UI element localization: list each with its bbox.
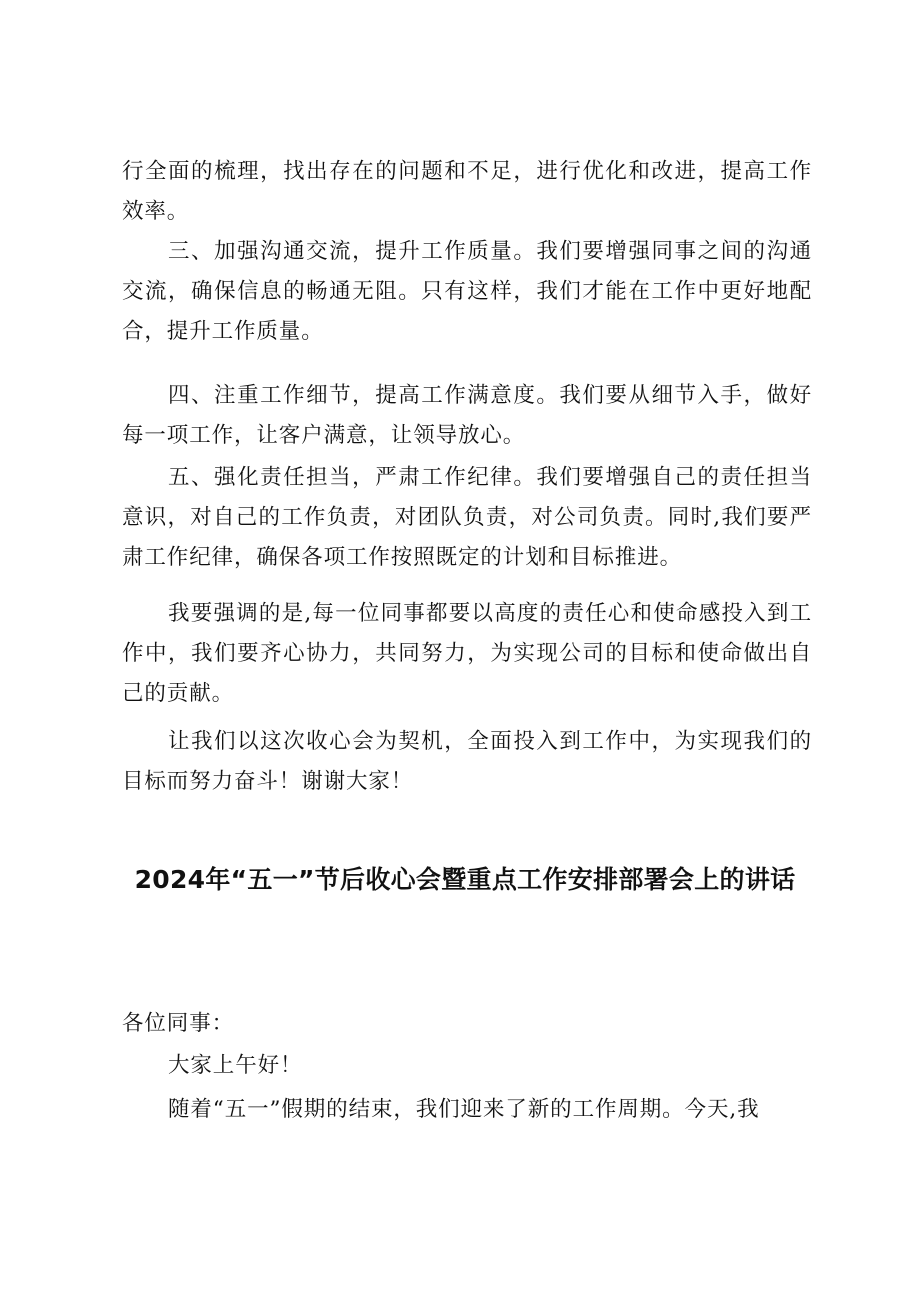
paragraph-opening: 随着“五一”假期的结束，我们迎来了新的工作周期。今天,我 [168,1097,760,1122]
paragraph-point-five: 五、强化责任担当，严肃工作纪律。我们要增强自己的责任担当意识，对自己的工作负责，对团队负责，对公司负责。同时,我们要严肃工作纪律，确保各项工作按照既定的计划和目标推进。 [122,465,812,570]
paragraph-continuation: 行全面的梳理，找出存在的问题和不足，进行优化和改进，提高工作效率。 [122,159,812,224]
salutation: 各位同事： [122,1011,235,1036]
paragraph-point-four: 四、注重工作细节，提高工作满意度。我们要从细节入手，做好每一项工作，让客户满意，让领导放心。 [122,383,812,448]
speech-title: 2024年“五一”节后收心会暨重点工作安排部署会上的讲话 [134,865,796,894]
paragraph-point-three: 三、加强沟通交流，提升工作质量。我们要增强同事之间的沟通交流，确保信息的畅通无阻。只有这样，我们才能在工作中更好地配合，提升工作质量。 [122,239,812,344]
paragraph-closing: 让我们以这次收心会为契机，全面投入到工作中，为实现我们的目标而努力奋斗！谢谢大家！ [122,729,812,794]
greeting: 大家上午好！ [168,1053,303,1078]
paragraph-emphasis: 我要强调的是,每一位同事都要以高度的责任心和使命感投入到工作中，我们要齐心协力，共同努力，为实现公司的目标和使命做出自己的贡献。 [122,601,812,706]
